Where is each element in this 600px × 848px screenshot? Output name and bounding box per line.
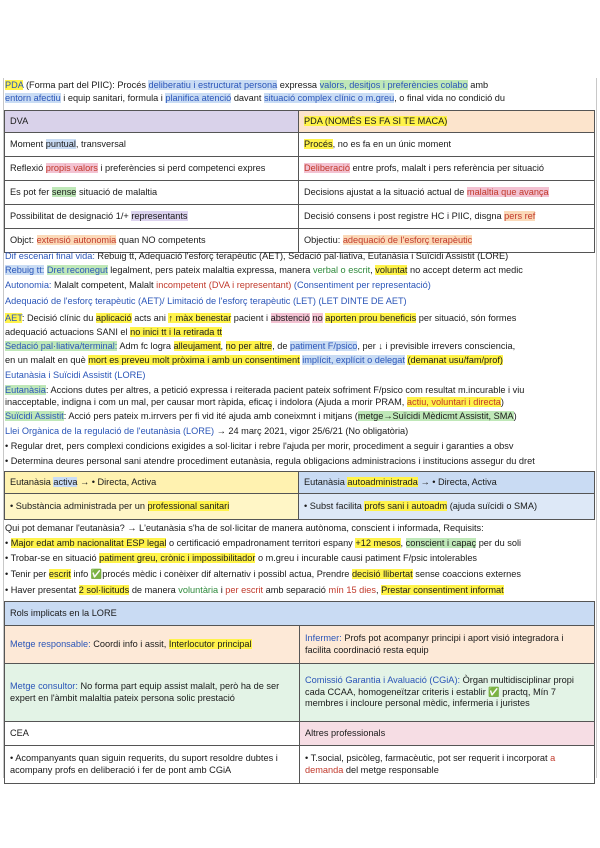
- pda-cell: Decisions ajustat a la situació actual de malaltia que avança: [299, 181, 595, 205]
- body-line-3: Autonomia: Malalt competent, Malalt incompetent (DVA i representant) (Consentiment per representació): [5, 280, 431, 290]
- body-line-8: en un malalt en què mort es preveu molt pròxima i amb un consentiment implícit, explícit o delegat (demanat usu/fam/prof): [5, 355, 503, 365]
- metge-responsable-cell: Metge responsable: Coordi info i assit, Interlocutor principal: [5, 626, 300, 664]
- cea-cell: • Acompanyants quan siguin requerits, du suport resoldre dubtes i acompany profs en deliberació i fer de pont amb CGiA: [5, 746, 300, 784]
- body-line-5: AET: Decisió clínic du aplicació acts ani ↑ màx benestar pacient i abstenció no aporten prou beneficis per situació, són formes: [5, 313, 517, 323]
- body-line-2: Rebuig tt: Dret reconegut legalment, pers pateix malaltia expressa, manera verbal o escrit, voluntat no accept determ act medic: [5, 265, 523, 275]
- intro-line-1: PDA (Forma part del PIIC): Procés deliberatiu i estructurat persona expressa valors, desitjos i preferències colabo amb: [5, 80, 489, 90]
- body-line-4: Adequació de l'esforç terapèutic (AET)/ Limitació de l'esforç terapèutic (LET) (LET DINTE DE AET): [5, 296, 407, 306]
- altres-header: Altres professionals: [300, 722, 595, 746]
- rols-title: Rols implicats en la LORE: [5, 602, 595, 626]
- requisit-item: • Major edat amb nacionalitat ESP legal o certificació empadronament territori espany +12 mesos, conscient i capaç per du soli: [5, 538, 522, 548]
- metge-consultor-cell: Metge consultor: No forma part equip assist malalt, però ha de ser expert en l'àmbit malaltia pateix persona solic prestació: [5, 664, 300, 722]
- pda-header: PDA (NOMÉS ES FA SI TE MACA): [299, 111, 595, 133]
- rols-lore-table: [4, 601, 595, 784]
- comissio-cgia-cell: Comissió Garantia i Avaluació (CGiA): Òrgan multidisciplinar propi cada CCAA, homogeneïtzar criteris i establir ✅ practq, Mín 7 membres i incloure personal mèdic, infermeria i juristes: [300, 664, 595, 722]
- dva-cell: Moment puntual, transversal: [5, 133, 299, 157]
- requisit-item: • Haver presentat 2 sol·licituds de manera voluntària i per escrit amb separació mín 15 dies, Prestar consentiment informat: [5, 585, 504, 595]
- intro-line-2: entorn afectiu i equip sanitari, formula i planifica atenció davant situació complex clínic o m.greu, o final vida no condició du: [5, 93, 506, 103]
- eutanasia-activa-cell: • Substància administrada per un professional sanitari: [5, 494, 299, 520]
- dva-header: DVA: [5, 111, 299, 133]
- requisit-item: • Tenir per escrit info ✅procés mèdic i conèixer dif alternativ i possibl actua, Prendre decisió llibertat sense coaccions externes: [5, 569, 521, 579]
- eutanasia-autoadm-cell: • Subst facilita profs sani i autoadm (ajuda suïcidi o SMA): [299, 494, 595, 520]
- eutanasia-activa-header: Eutanàsia activa → • Directa, Activa: [5, 472, 299, 494]
- infermer-cell: Infermer: Profs pot acompanyr principi i aport visió integradora i facilita coordinació resta equip: [300, 626, 595, 664]
- pda-cell: Decisió consens i post registre HC i PIIC, disgna pers ref: [299, 205, 595, 229]
- requisit-item: • Trobar-se en situació patiment greu, crònic i impossibilitador o m.greu i incurable causi patiment F/psic intolerables: [5, 553, 478, 563]
- body-line-9: Eutanàsia i Suïcidi Assistit (LORE): [5, 370, 146, 380]
- body-line-7: Sedació pal·liativa/terminal: Adm fc logra alleujament, no per altre, de patiment F/psico, per ↓ i previsible irrevers consciencia,: [5, 341, 516, 351]
- dva-cell: Possibilitat de designació 1/+ representants: [5, 205, 299, 229]
- pda-cell: Procés, no es fa en un únic moment: [299, 133, 595, 157]
- pda-cell: Deliberació entre profs, malalt i pers referència per situació: [299, 157, 595, 181]
- dva-pda-table: [4, 110, 595, 253]
- altres-cell: • T.social, psicòleg, farmacèutic, pot ser requerit i incorporat a demanda del metge responsable: [300, 746, 595, 784]
- body-line-14: • Regular dret, pers complexi condicions exigides a sol·licitar i rebre l'ajuda per morir, procediment a seguir i garanties a obsv: [5, 441, 514, 451]
- eutanasia-autoadm-header: Eutanàsia autoadministrada → • Directa, Activa: [299, 472, 595, 494]
- body-line-1: Dif escenari final vida: Rebuig tt, Adequació l'esforç terapèutic (AET), Sedació pal·liativa, Eutanàsia i Suïcidi Assistit (LORE): [5, 251, 509, 261]
- body-line-6: adequació actuacions SANI el no inici tt i la retirada tt: [5, 327, 223, 337]
- body-line-13: Llei Orgànica de la regulació de l'eutanàsia (LORE) → 24 març 2021, vigor 25/6/21 (No obligatòria): [5, 426, 409, 436]
- body-line-11: inacceptable, indigna i com un mal, per causar mort ràpida, eficaç i indolora (Ajuda a morir PRAM, actiu, voluntari i directa): [5, 397, 504, 407]
- dva-cell: Es pot fer sense situació de malaltia: [5, 181, 299, 205]
- body-line-10: Eutanàsia: Accions dutes per altres, a petició expressa i reiterada pacient pateix sofriment F/psico com resultat m.incurable i viu: [5, 385, 525, 395]
- pda-cell: Objectiu: adequació de l'esforç terapèutic: [299, 229, 595, 253]
- body-line-12: Suïcidi Assistit: Acció pers pateix m.irrvers per fi vid ité ajuda amb coneixmnt i mitjans (metge→Suïcidi Mèdicmt Assistit, SMA): [5, 411, 517, 421]
- dva-cell: Objct: extensió autonomia quan NO competents: [5, 229, 299, 253]
- cea-header: CEA: [5, 722, 300, 746]
- margin-line-right: [596, 78, 597, 778]
- requisits-intro: Qui pot demanar l'eutanàsia? → L'eutanàsia s'ha de sol·licitar de manera autònoma, conscient i informada, Requisits:: [5, 523, 484, 533]
- eutanasia-types-table: [4, 471, 595, 520]
- body-line-15: • Determina deures personal sani atendre procediment eutanàsia, regula obligacions administracions i institucions assegur du dret: [5, 456, 535, 466]
- dva-cell: Reflexió propis valors i preferències si perd competenci expres: [5, 157, 299, 181]
